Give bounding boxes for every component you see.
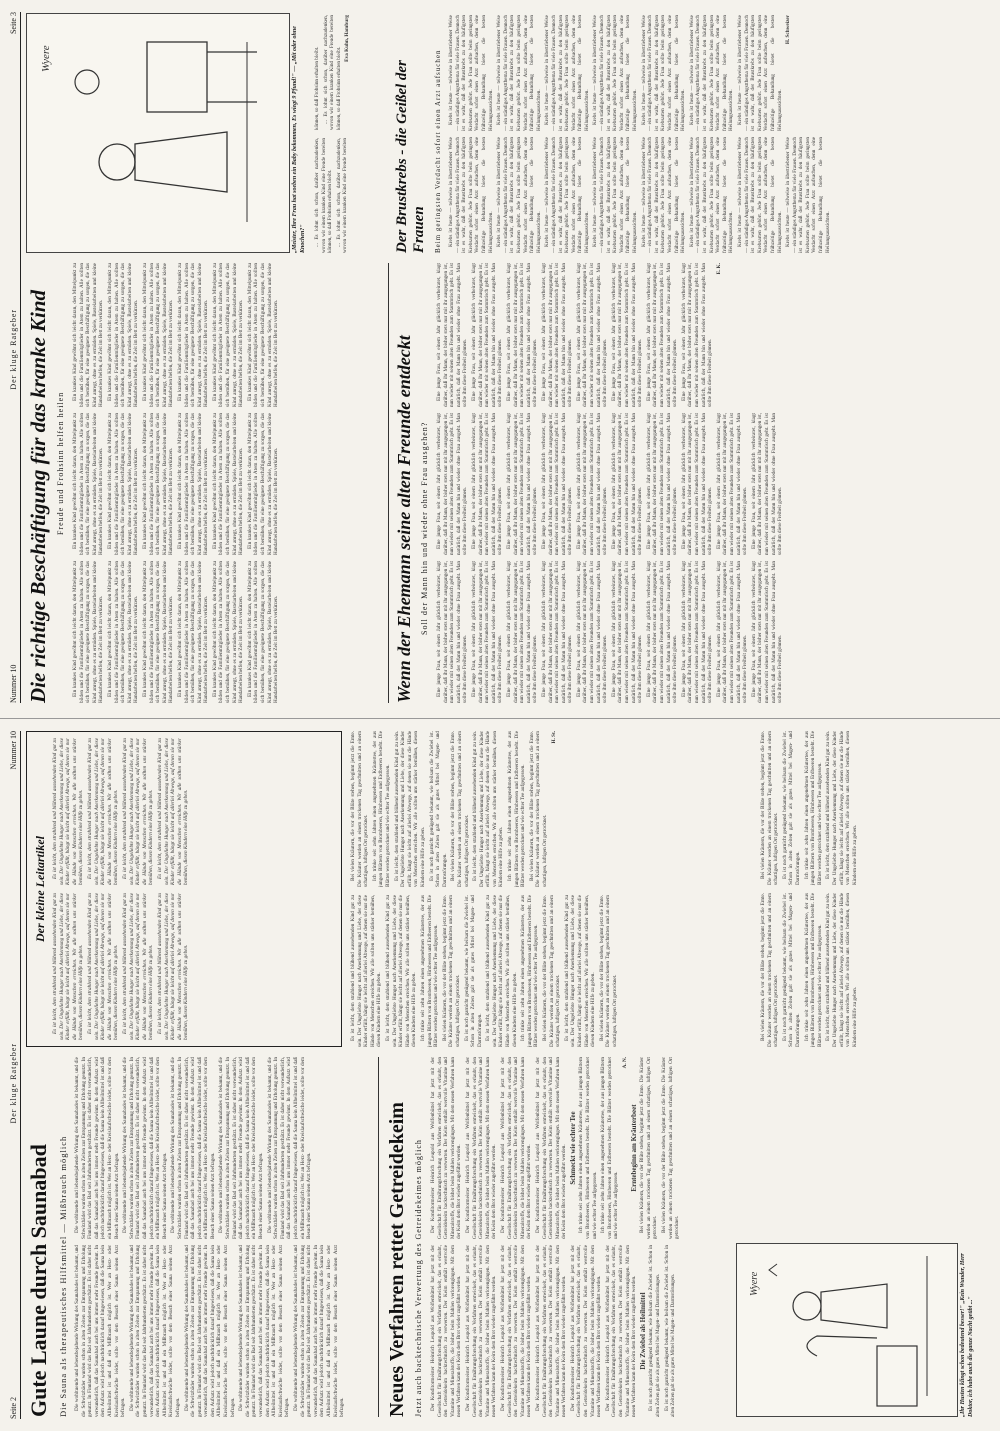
headline-brustkrebs: Der Brustkrebs - die Geißel der Frauen: [394, 60, 427, 253]
sidebar-signature: Eva Kuhn, Hamburg: [344, 15, 351, 62]
cartoon-caption-left: „Ihr Husten klingt schon bedeutend besser!" „Kein Wunder, Herr Doktor, ich habe auch die ganze Nacht geübt ...": [960, 1253, 974, 1417]
article-saunabad-col1: Die wohltuende und lebensbejahende Wirkung des Saunabades ist bekannt, und die Schwitzbäder wurden schon in alten Zeiten zur Entspannung und Erholung genutzt. In Finnland wird das Bad seit Jahrhunderten geschätzt. Es ist daher nicht verwunderlich, daß das Saunabad auch bei uns immer mehr Freunde gewinnt. In dem Aufsatz wird jedoch nachdrücklich darauf hingewiesen, daß die Sauna kein Allheilmittel ist und daß ein Mißbrauch möglich ist. Wer an Herz- oder Kreislaufschwäche leidet, sollte vor dem Besuch einer Sauna seinen Arzt befragen. Die wohltuende und lebensbejahende Wirkung des Saunabades ist bekannt, und die Schwitzbäder wurden schon in alten Zeiten zur Entspannung und Erholung genutzt. In Finnland wird das Bad seit Jahrhunderten geschätzt. Es ist daher nicht verwunderlich, daß das Saunabad auch bei uns immer mehr Freunde gewinnt. In dem Aufsatz wird jedoch nachdrücklich darauf hingewiesen, daß die Sauna kein Allheilmittel ist und daß ein Mißbrauch möglich ist. Wer an Herz- oder Kreislaufschwäche leidet, sollte vor dem Besuch einer Sauna seinen Arzt befragen. Die wohltuende und lebensbejahende Wirkung des Saunabades ist bekannt, und die Schwitzbäder wurden schon in alten Zeiten zur Entspannung und Erholung genutzt. In Finnland wird das Bad seit Jahrhunderten geschätzt. Es ist daher nicht verwunderlich, daß das Saunabad auch bei uns immer mehr Freunde gewinnt. In dem Aufsatz wird jedoch nachdrücklich darauf hingewiesen, daß die Sauna kein Allheilmittel ist und daß ein Mißbrauch möglich ist. Wer an Herz- oder Kreislaufschwäche leidet, sollte vor dem Besuch einer Sauna seinen Arzt befragen. Die wohltuende und lebensbejahende Wirkung des Saunabades ist bekannt, und die Schwitzbäder wurden schon in alten Zeiten zur Entspannung und Erholung genutzt. In Finnland wird das Bad seit Jahrhunderten geschätzt. Es ist daher nicht verwunderlich, daß das Saunabad auch bei uns immer mehr Freunde gewinnt. In dem Aufsatz wird jedoch nachdrücklich darauf hingewiesen, daß die Sauna kein Allheilmittel ist und daß ein Mißbrauch möglich ist. Wer an Herz- oder Kreislaufschwäche leidet, sollte vor dem Besuch einer Sauna seinen Arzt befragen. Die wohltuende und lebensbejahende Wirkung des Saunabades ist bekannt, und die Schwitzbäder wurden schon in alten Zeiten zur Entspannung und Erholung genutzt. In Finnland wird das Bad seit Jahrhunderten geschätzt. Es ist daher nicht verwunderlich, daß das Saunabad auch bei uns immer mehr Freunde gewinnt. In dem Aufsatz wird jedoch nachdrücklich darauf hingewiesen, daß die Sauna kein Allheilmittel ist und daß ein Mißbrauch möglich ist. Wer an Herz- oder Kreislaufschwäche leidet, sollte vor dem Besuch einer Sauna seinen Arzt befragen.: [74, 1245, 346, 1417]
svg-text:Wyere: Wyere: [40, 45, 52, 72]
divider: [388, 263, 389, 703]
short-kraeuter-signature: H. St.: [550, 731, 557, 744]
divider: [378, 1057, 379, 1417]
headline-krankes-kind: Die richtige Beschäftigung für das kranke Kind: [26, 289, 50, 703]
page-number-label: Seite 3: [8, 12, 18, 35]
subhead-ehemann: Soll der Mann hin und wieder ohne Frau ausgehen?: [420, 421, 429, 635]
masthead: Der kluge Ratgeber: [8, 308, 18, 390]
cartoon-drawing: [27, 14, 289, 252]
right-page: [0, 0, 1000, 715]
box-leitartikel-title: Der kleine Leitartikel: [33, 836, 47, 942]
page-number-label: Seite 2: [8, 1397, 18, 1419]
article-saunabad-col2: Die wohltuende und lebensbejahende Wirkung des Saunabades ist bekannt, und die Schwitzbäder wurden schon in alten Zeiten zur Entspannung und Erholung genutzt. In Finnland wird das Bad seit Jahrhunderten geschätzt. Es ist daher nicht verwunderlich, daß das Saunabad auch bei uns immer mehr Freunde gewinnt. In dem Aufsatz wird jedoch nachdrücklich darauf hingewiesen, daß die Sauna kein Allheilmittel ist und daß ein Mißbrauch möglich ist. Wer an Herz- oder Kreislaufschwäche leidet, sollte vor dem Besuch einer Sauna seinen Arzt befragen. Die wohltuende und lebensbejahende Wirkung des Saunabades ist bekannt, und die Schwitzbäder wurden schon in alten Zeiten zur Entspannung und Erholung genutzt. In Finnland wird das Bad seit Jahrhunderten geschätzt. Es ist daher nicht verwunderlich, daß das Saunabad auch bei uns immer mehr Freunde gewinnt. In dem Aufsatz wird jedoch nachdrücklich darauf hingewiesen, daß die Sauna kein Allheilmittel ist und daß ein Mißbrauch möglich ist. Wer an Herz- oder Kreislaufschwäche leidet, sollte vor dem Besuch einer Sauna seinen Arzt befragen. Die wohltuende und lebensbejahende Wirkung des Saunabades ist bekannt, und die Schwitzbäder wurden schon in alten Zeiten zur Entspannung und Erholung genutzt. In Finnland wird das Bad seit Jahrhunderten geschätzt. Es ist daher nicht verwunderlich, daß das Saunabad auch bei uns immer mehr Freunde gewinnt. In dem Aufsatz wird jedoch nachdrücklich darauf hingewiesen, daß die Sauna kein Allheilmittel ist und daß ein Mißbrauch möglich ist. Wer an Herz- oder Kreislaufschwäche leidet, sollte vor dem Besuch einer Sauna seinen Arzt befragen. Die wohltuende und lebensbejahende Wirkung des Saunabades ist bekannt, und die Schwitzbäder wurden schon in alten Zeiten zur Entspannung und Erholung genutzt. In Finnland wird das Bad seit Jahrhunderten geschätzt. Es ist daher nicht verwunderlich, daß das Saunabad auch bei uns immer mehr Freunde gewinnt. In dem Aufsatz wird jedoch nachdrücklich darauf hingewiesen, daß die Sauna kein Allheilmittel ist und daß ein Mißbrauch möglich ist. Wer an Herz- oder Kreislaufschwäche leidet, sollte vor dem Besuch einer Sauna seinen Arzt befragen. Die wohltuende und lebensbejahende Wirkung des Saunabades ist bekannt, und die Schwitzbäder wurden schon in alten Zeiten zur Entspannung und Erholung genutzt. In Finnland wird das Bad seit Jahrhunderten geschätzt. Es ist daher nicht verwunderlich, daß das Saunabad auch bei uns immer mehr Freunde gewinnt. In dem Aufsatz wird jedoch nachdrücklich darauf hingewiesen, daß die Sauna kein Allheilmittel ist und daß ein Mißbrauch möglich ist. Wer an Herz- oder Kreislaufschwäche leidet, sollte vor dem Besuch einer Sauna seinen Arzt befragen.: [74, 1057, 313, 1239]
ehemann-signature: E. K.: [715, 263, 722, 275]
short-tee-title: Schmeckt wie echter Tee: [568, 1111, 577, 1185]
cartoon-drawing: [737, 1244, 957, 1416]
left-page-folio: [6, 731, 21, 1419]
cartoon-doctor-cough: [736, 1243, 958, 1417]
article-ehemann-col1: Eine junge Frau, seit einem Jahr glücklich verheiratet, klagt darüber, daß ihr Mann, der bisher stets nur mit ihr ausgegangen ist, nun wieder mit seinen alten Freunden zum Stammtisch geht. Es ist natürlich, daß der Mann hin und wieder ohne Frau ausgeht. Man sollte ihm diese Freiheit gönnen. Eine junge Frau, seit einem Jahr glücklich verheiratet, klagt darüber, daß ihr Mann, der bisher stets nur mit ihr ausgegangen ist, nun wieder mit seinen alten Freunden zum Stammtisch geht. Es ist natürlich, daß der Mann hin und wieder ohne Frau ausgeht. Man sollte ihm diese Freiheit gönnen. Eine junge Frau, seit einem Jahr glücklich verheiratet, klagt darüber, daß ihr Mann, der bisher stets nur mit ihr ausgegangen ist, nun wieder mit seinen alten Freunden zum Stammtisch geht. Es ist natürlich, daß der Mann hin und wieder ohne Frau ausgeht. Man sollte ihm diese Freiheit gönnen. Eine junge Frau, seit einem Jahr glücklich verheiratet, klagt darüber, daß ihr Mann, der bisher stets nur mit ihr ausgegangen ist, nun wieder mit seinen alten Freunden zum Stammtisch geht. Es ist natürlich, daß der Mann hin und wieder ohne Frau ausgeht. Man sollte ihm diese Freiheit gönnen. Eine junge Frau, seit einem Jahr glücklich verheiratet, klagt darüber, daß ihr Mann, der bisher stets nur mit ihr ausgegangen ist, nun wieder mit seinen alten Freunden zum Stammtisch geht. Es ist natürlich, daß der Mann hin und wieder ohne Frau ausgeht. Man sollte ihm diese Freiheit gönnen. Eine junge Frau, seit einem Jahr glücklich verheiratet, klagt darüber, daß ihr Mann, der bisher stets nur mit ihr ausgegangen ist, nun wieder mit seinen alten Freunden zum Stammtisch geht. Es ist natürlich, daß der Mann hin und wieder ohne Frau ausgeht. Man sollte ihm diese Freiheit gönnen. Eine junge Frau, seit einem Jahr glücklich verheiratet, klagt darüber, daß ihr Mann, der bisher stets nur mit ihr ausgegangen ist, nun wieder mit seinen alten Freunden zum Stammtisch geht. Es ist natürlich, daß der Mann hin und wieder ohne Frau ausgeht. Man sollte ihm diese Freiheit gönnen. Eine junge Frau, seit einem Jahr glücklich verheiratet, klagt darüber, daß ihr Mann, der bisher stets nur mit ihr ausgegangen ist, nun wieder mit seinen alten Freunden zum Stammtisch geht. Es ist natürlich, daß der Mann hin und wieder ohne Frau ausgeht. Man sollte ihm diese Freiheit gönnen. Eine junge Frau, seit einem Jahr glücklich verheiratet, klagt darüber, daß ihr Mann, der bisher stets nur mit ihr ausgegangen ist, nun wieder mit seinen alten Freunden zum Stammtisch geht. Es ist natürlich, daß der Mann hin und wieder ohne Frau ausgeht. Man sollte ihm diese Freiheit gönnen. Eine junge Frau, seit einem Jahr glücklich verheiratet, klagt darüber, daß ihr Mann, der bisher stets nur mit ihr ausgegangen ist, nun wieder mit seinen alten Freunden zum Stammtisch geht. Es ist natürlich, daß der Mann hin und wieder ohne Frau ausgeht. Man sollte ihm diese Freiheit gönnen.: [436, 561, 784, 703]
article-right-col-b: Bei vielen Kräutern, die vor der Blüte stehen, beginnt jetzt die Ernte. Die Kräuter werden an einem trockenen Tag geschnitten und an einem schattigen, luftigen Ort getrocknet. Ich trinke seit zehn Jahren einen angenehmen Kräutertee, der aus jungen Blättern von Brombeeren, Himbeeren und Erdbeeren besteht. Die Blätter werden getrocknet und wie echter Tee aufgegossen. Es ist leicht, dem strahlend und blühend aussehenden Kind gut zu sein. Der Ungeliebte Hunger nach Anerkennung und Liebe, der diese Kinder erfüllt, hängt sie leicht auf allerlei Abwege, auf denen sie nur die Hände von Menschen erreichen. Wir alle sollten uns stärker bemühen, diesen Kindern eine Hilfe zu geben. Es ist noch garnicht genügend bekannt, wie heilsam die Zwiebel ist. Schon in alten Zeiten galt sie als gutes Mittel bei Magen- und Darmstörungen. Bei vielen Kräutern, die vor der Blüte stehen, beginnt jetzt die Ernte. Die Kräuter werden an einem trockenen Tag geschnitten und an einem schattigen, luftigen Ort getrocknet. Es ist leicht, dem strahlend und blühend aussehenden Kind gut zu sein. Der Ungeliebte Hunger nach Anerkennung und Liebe, der diese Kinder erfüllt, hängt sie leicht auf allerlei Abwege, auf denen sie nur die Hände von Menschen erreichen. Wir alle sollten uns stärker bemühen, diesen Kindern eine Hilfe zu geben. Ich trinke seit zehn Jahren einen angenehmen Kräutertee, der aus jungen Blättern von Brombeeren, Himbeeren und Erdbeeren besteht. Die Blätter werden getrocknet und wie echter Tee aufgegossen. Bei vielen Kräutern, die vor der Blüte stehen, beginnt jetzt die Ernte. Die Kräuter werden an einem trockenen Tag geschnitten und an einem schattigen, luftigen Ort getrocknet. H. St.: [350, 731, 557, 887]
left-page: [0, 718, 1000, 1431]
article-kind-col1: Ein krankes Kind gewöhnt sich leicht daran, den Mittelpunkt zu bilden und die Familienmitglieder in Atem zu halten. Alle sollten sich bemühen, für eine geeignete Beschäftigung zu sorgen, die das Kind anregt, ohne es zu ermüden. Spiele, Bastelarbeiten und kleine Handarbeiten helfen, die Zeit im Bett zu verkürzen. Ein krankes Kind gewöhnt sich leicht daran, den Mittelpunkt zu bilden und die Familienmitglieder in Atem zu halten. Alle sollten sich bemühen, für eine geeignete Beschäftigung zu sorgen, die das Kind anregt, ohne es zu ermüden. Spiele, Bastelarbeiten und kleine Handarbeiten helfen, die Zeit im Bett zu verkürzen. Ein krankes Kind gewöhnt sich leicht daran, den Mittelpunkt zu bilden und die Familienmitglieder in Atem zu halten. Alle sollten sich bemühen, für eine geeignete Beschäftigung zu sorgen, die das Kind anregt, ohne es zu ermüden. Spiele, Bastelarbeiten und kleine Handarbeiten helfen, die Zeit im Bett zu verkürzen. Ein krankes Kind gewöhnt sich leicht daran, den Mittelpunkt zu bilden und die Familienmitglieder in Atem zu halten. Alle sollten sich bemühen, für eine geeignete Beschäftigung zu sorgen, die das Kind anregt, ohne es zu ermüden. Spiele, Bastelarbeiten und kleine Handarbeiten helfen, die Zeit im Bett zu verkürzen. Ein krankes Kind gewöhnt sich leicht daran, den Mittelpunkt zu bilden und die Familienmitglieder in Atem zu halten. Alle sollten sich bemühen, für eine geeignete Beschäftigung zu sorgen, die das Kind anregt, ohne es zu ermüden. Spiele, Bastelarbeiten und kleine Handarbeiten helfen, die Zeit im Bett zu verkürzen. Ein krankes Kind gewöhnt sich leicht daran, den Mittelpunkt zu bilden und die Familienmitglieder in Atem zu halten. Alle sollten sich bemühen, für eine geeignete Beschäftigung zu sorgen, die das Kind anregt, ohne es zu ermüden. Spiele, Bastelarbeiten und kleine Handarbeiten helfen, die Zeit im Bett zu verkürzen.: [72, 561, 280, 703]
article-ehemann-col3: Eine junge Frau, seit einem Jahr glücklich verheiratet, klagt darüber, daß ihr Mann, der bisher stets nur mit ihr ausgegangen ist, nun wieder mit seinen alten Freunden zum Stammtisch geht. Es ist natürlich, daß der Mann hin und wieder ohne Frau ausgeht. Man sollte ihm diese Freiheit gönnen. Eine junge Frau, seit einem Jahr glücklich verheiratet, klagt darüber, daß ihr Mann, der bisher stets nur mit ihr ausgegangen ist, nun wieder mit seinen alten Freunden zum Stammtisch geht. Es ist natürlich, daß der Mann hin und wieder ohne Frau ausgeht. Man sollte ihm diese Freiheit gönnen. Eine junge Frau, seit einem Jahr glücklich verheiratet, klagt darüber, daß ihr Mann, der bisher stets nur mit ihr ausgegangen ist, nun wieder mit seinen alten Freunden zum Stammtisch geht. Es ist natürlich, daß der Mann hin und wieder ohne Frau ausgeht. Man sollte ihm diese Freiheit gönnen. Eine junge Frau, seit einem Jahr glücklich verheiratet, klagt darüber, daß ihr Mann, der bisher stets nur mit ihr ausgegangen ist, nun wieder mit seinen alten Freunden zum Stammtisch geht. Es ist natürlich, daß der Mann hin und wieder ohne Frau ausgeht. Man sollte ihm diese Freiheit gönnen. Eine junge Frau, seit einem Jahr glücklich verheiratet, klagt darüber, daß ihr Mann, der bisher stets nur mit ihr ausgegangen ist, nun wieder mit seinen alten Freunden zum Stammtisch geht. Es ist natürlich, daß der Mann hin und wieder ohne Frau ausgeht. Man sollte ihm diese Freiheit gönnen. Eine junge Frau, seit einem Jahr glücklich verheiratet, klagt darüber, daß ihr Mann, der bisher stets nur mit ihr ausgegangen ist, nun wieder mit seinen alten Freunden zum Stammtisch geht. Es ist natürlich, daß der Mann hin und wieder ohne Frau ausgeht. Man sollte ihm diese Freiheit gönnen. Eine junge Frau, seit einem Jahr glücklich verheiratet, klagt darüber, daß ihr Mann, der bisher stets nur mit ihr ausgegangen ist, nun wieder mit seinen alten Freunden zum Stammtisch geht. Es ist natürlich, daß der Mann hin und wieder ohne Frau ausgeht. Man sollte ihm diese Freiheit gönnen. Eine junge Frau, seit einem Jahr glücklich verheiratet, klagt darüber, daß ihr Mann, der bisher stets nur mit ihr ausgegangen ist, nun wieder mit seinen alten Freunden zum Stammtisch geht. Es ist natürlich, daß der Mann hin und wieder ohne Frau ausgeht. Man sollte ihm diese Freiheit gönnen. E. K.: [436, 263, 722, 407]
article-brustkrebs-col1: Krebs ist heute — teilweise in übertriebener Weise — ein ständiges Angstthema für viele Frauen. Dennoch ist es wahr, daß der Brustkrebs zu den häufigsten Krebsarten gehört. Jede Frau sollte beim geringsten Verdacht sofort einen Arzt aufsuchen, denn eine frühzeitige Behandlung bietet die besten Heilungsaussichten. Krebs ist heute — teilweise in übertriebener Weise — ein ständiges Angstthema für viele Frauen. Dennoch ist es wahr, daß der Brustkrebs zu den häufigsten Krebsarten gehört. Jede Frau sollte beim geringsten Verdacht sofort einen Arzt aufsuchen, denn eine frühzeitige Behandlung bietet die besten Heilungsaussichten. Krebs ist heute — teilweise in übertriebener Weise — ein ständiges Angstthema für viele Frauen. Dennoch ist es wahr, daß der Brustkrebs zu den häufigsten Krebsarten gehört. Jede Frau sollte beim geringsten Verdacht sofort einen Arzt aufsuchen, denn eine frühzeitige Behandlung bietet die besten Heilungsaussichten. Krebs ist heute — teilweise in übertriebener Weise — ein ständiges Angstthema für viele Frauen. Dennoch ist es wahr, daß der Brustkrebs zu den häufigsten Krebsarten gehört. Jede Frau sollte beim geringsten Verdacht sofort einen Arzt aufsuchen, denn eine frühzeitige Behandlung bietet die besten Heilungsaussichten. Krebs ist heute — teilweise in übertriebener Weise — ein ständiges Angstthema für viele Frauen. Dennoch ist es wahr, daß der Brustkrebs zu den häufigsten Krebsarten gehört. Jede Frau sollte beim geringsten Verdacht sofort einen Arzt aufsuchen, denn eine frühzeitige Behandlung bietet die besten Heilungsaussichten. Krebs ist heute — teilweise in übertriebener Weise — ein ständiges Angstthema für viele Frauen. Dennoch ist es wahr, daß der Brustkrebs zu den häufigsten Krebsarten gehört. Jede Frau sollte beim geringsten Verdacht sofort einen Arzt aufsuchen, denn eine frühzeitige Behandlung bietet die besten Heilungsaussichten. Krebs ist heute — teilweise in übertriebener Weise — ein ständiges Angstthema für viele Frauen. Dennoch ist es wahr, daß der Brustkrebs zu den häufigsten Krebsarten gehört. Jede Frau sollte beim geringsten Verdacht sofort einen Arzt aufsuchen, denn eine frühzeitige Behandlung bietet die besten Heilungsaussichten. Krebs ist heute — teilweise in übertriebener Weise — ein ständiges Angstthema für viele Frauen. Dennoch ist es wahr, daß der Brustkrebs zu den häufigsten Krebsarten gehört. Jede Frau sollte beim geringsten Verdacht sofort einen Arzt aufsuchen, denn eine frühzeitige Behandlung bietet die besten Heilungsaussichten.: [448, 137, 831, 253]
masthead: Der kluge Ratgeber: [8, 1042, 18, 1124]
article-getreidekeim-col1: Der Konditormeister Heinrich Leupold aus Wolfenbüttel hat jetzt mit der Gesellschaft für Ernährungsforschung ein Verfahren entwickelt, das es erlaubt, den Getreidekeim backtechnisch zu verwerten. Der Keim enthält wertvolle Vitamine und Mineralstoffe, die bisher beim Mahlen verlorengingen. Mit dem neuen Verfahren kann der Keim dem Brot wieder zugeführt werden. Der Konditormeister Heinrich Leupold aus Wolfenbüttel hat jetzt mit der Gesellschaft für Ernährungsforschung ein Verfahren entwickelt, das es erlaubt, den Getreidekeim backtechnisch zu verwerten. Der Keim enthält wertvolle Vitamine und Mineralstoffe, die bisher beim Mahlen verlorengingen. Mit dem neuen Verfahren kann der Keim dem Brot wieder zugeführt werden. Der Konditormeister Heinrich Leupold aus Wolfenbüttel hat jetzt mit der Gesellschaft für Ernährungsforschung ein Verfahren entwickelt, das es erlaubt, den Getreidekeim backtechnisch zu verwerten. Der Keim enthält wertvolle Vitamine und Mineralstoffe, die bisher beim Mahlen verlorengingen. Mit dem neuen Verfahren kann der Keim dem Brot wieder zugeführt werden. Der Konditormeister Heinrich Leupold aus Wolfenbüttel hat jetzt mit der Gesellschaft für Ernährungsforschung ein Verfahren entwickelt, das es erlaubt, den Getreidekeim backtechnisch zu verwerten. Der Keim enthält wertvolle Vitamine und Mineralstoffe, die bisher beim Mahlen verlorengingen. Mit dem neuen Verfahren kann der Keim dem Brot wieder zugeführt werden. Der Konditormeister Heinrich Leupold aus Wolfenbüttel hat jetzt mit der Gesellschaft für Ernährungsforschung ein Verfahren entwickelt, das es erlaubt, den Getreidekeim backtechnisch zu verwerten. Der Keim enthält wertvolle Vitamine und Mineralstoffe, die bisher beim Mahlen verlorengingen. Mit dem neuen Verfahren kann der Keim dem Brot wieder zugeführt werden. Der Konditormeister Heinrich Leupold aus Wolfenbüttel hat jetzt mit der Gesellschaft für Ernährungsforschung ein Verfahren entwickelt, das es erlaubt, den Getreidekeim backtechnisch zu verwerten. Der Keim enthält wertvolle Vitamine und Mineralstoffe, die bisher beim Mahlen verlorengingen. Mit dem neuen Verfahren kann der Keim dem Brot wieder zugeführt werden. Die Zwiebel als Heilmittel Es ist noch garnicht genügend bekannt, wie heilsam die Zwiebel ist. Schon in alten Zeiten galt sie als gutes Mittel bei Magen- und Darmstörungen. Es ist noch garnicht genügend bekannt, wie heilsam die Zwiebel ist. Schon in alten Zeiten galt sie als gutes Mittel bei Magen- und Darmstörungen.: [430, 1245, 677, 1417]
article-kind-col2: Ein krankes Kind gewöhnt sich leicht daran, den Mittelpunkt zu bilden und die Familienmitglieder in Atem zu halten. Alle sollten sich bemühen, für eine geeignete Beschäftigung zu sorgen, die das Kind anregt, ohne es zu ermüden. Spiele, Bastelarbeiten und kleine Handarbeiten helfen, die Zeit im Bett zu verkürzen. Ein krankes Kind gewöhnt sich leicht daran, den Mittelpunkt zu bilden und die Familienmitglieder in Atem zu halten. Alle sollten sich bemühen, für eine geeignete Beschäftigung zu sorgen, die das Kind anregt, ohne es zu ermüden. Spiele, Bastelarbeiten und kleine Handarbeiten helfen, die Zeit im Bett zu verkürzen. Ein krankes Kind gewöhnt sich leicht daran, den Mittelpunkt zu bilden und die Familienmitglieder in Atem zu halten. Alle sollten sich bemühen, für eine geeignete Beschäftigung zu sorgen, die das Kind anregt, ohne es zu ermüden. Spiele, Bastelarbeiten und kleine Handarbeiten helfen, die Zeit im Bett zu verkürzen. Ein krankes Kind gewöhnt sich leicht daran, den Mittelpunkt zu bilden und die Familienmitglieder in Atem zu halten. Alle sollten sich bemühen, für eine geeignete Beschäftigung zu sorgen, die das Kind anregt, ohne es zu ermüden. Spiele, Bastelarbeiten und kleine Handarbeiten helfen, die Zeit im Bett zu verkürzen. Ein krankes Kind gewöhnt sich leicht daran, den Mittelpunkt zu bilden und die Familienmitglieder in Atem zu halten. Alle sollten sich bemühen, für eine geeignete Beschäftigung zu sorgen, die das Kind anregt, ohne es zu ermüden. Spiele, Bastelarbeiten und kleine Handarbeiten helfen, die Zeit im Bett zu verkürzen. Ein krankes Kind gewöhnt sich leicht daran, den Mittelpunkt zu bilden und die Familienmitglieder in Atem zu halten. Alle sollten sich bemühen, für eine geeignete Beschäftigung zu sorgen, die das Kind anregt, ohne es zu ermüden. Spiele, Bastelarbeiten und kleine Handarbeiten helfen, die Zeit im Bett zu verkürzen.: [72, 413, 280, 555]
article-right-col-a: Es ist leicht, dem strahlend und blühend aussehenden Kind gut zu sein. Der Ungeliebte Hunger nach Anerkennung und Liebe, der diese Kinder erfüllt, hängt sie leicht auf allerlei Abwege, auf denen sie nur die Hände von Menschen erreichen. Wir alle sollten uns stärker bemühen, diesen Kindern eine Hilfe zu geben. Es ist leicht, dem strahlend und blühend aussehenden Kind gut zu sein. Der Ungeliebte Hunger nach Anerkennung und Liebe, der diese Kinder erfüllt, hängt sie leicht auf allerlei Abwege, auf denen sie nur die Hände von Menschen erreichen. Wir alle sollten uns stärker bemühen, diesen Kindern eine Hilfe zu geben. Ich trinke seit zehn Jahren einen angenehmen Kräutertee, der aus jungen Blättern von Brombeeren, Himbeeren und Erdbeeren besteht. Die Blätter werden getrocknet und wie echter Tee aufgegossen. Bei vielen Kräutern, die vor der Blüte stehen, beginnt jetzt die Ernte. Die Kräuter werden an einem trockenen Tag geschnitten und an einem schattigen, luftigen Ort getrocknet. Es ist noch garnicht genügend bekannt, wie heilsam die Zwiebel ist. Schon in alten Zeiten galt sie als gutes Mittel bei Magen- und Darmstörungen. Es ist leicht, dem strahlend und blühend aussehenden Kind gut zu sein. Der Ungeliebte Hunger nach Anerkennung und Liebe, der diese Kinder erfüllt, hängt sie leicht auf allerlei Abwege, auf denen sie nur die Hände von Menschen erreichen. Wir alle sollten uns stärker bemühen, diesen Kindern eine Hilfe zu geben. Ich trinke seit zehn Jahren einen angenehmen Kräutertee, der aus jungen Blättern von Brombeeren, Himbeeren und Erdbeeren besteht. Die Blätter werden getrocknet und wie echter Tee aufgegossen. Bei vielen Kräutern, die vor der Blüte stehen, beginnt jetzt die Ernte. Die Kräuter werden an einem trockenen Tag geschnitten und an einem schattigen, luftigen Ort getrocknet. Es ist leicht, dem strahlend und blühend aussehenden Kind gut zu sein. Der Ungeliebte Hunger nach Anerkennung und Liebe, der diese Kinder erfüllt, hängt sie leicht auf allerlei Abwege, auf denen sie nur die Hände von Menschen erreichen. Wir alle sollten uns stärker bemühen, diesen Kindern eine Hilfe zu geben. Bei vielen Kräutern, die vor der Blüte stehen, beginnt jetzt die Ernte. Die Kräuter werden an einem trockenen Tag geschnitten und an einem schattigen, luftigen Ort getrocknet.: [350, 895, 618, 1047]
article-getreidekeim-col2: Der Konditormeister Heinrich Leupold aus Wolfenbüttel hat jetzt mit der Gesellschaft für Ernährungsforschung ein Verfahren entwickelt, das es erlaubt, den Getreidekeim backtechnisch zu verwerten. Der Keim enthält wertvolle Vitamine und Mineralstoffe, die bisher beim Mahlen verlorengingen. Mit dem neuen Verfahren kann der Keim dem Brot wieder zugeführt werden. Der Konditormeister Heinrich Leupold aus Wolfenbüttel hat jetzt mit der Gesellschaft für Ernährungsforschung ein Verfahren entwickelt, das es erlaubt, den Getreidekeim backtechnisch zu verwerten. Der Keim enthält wertvolle Vitamine und Mineralstoffe, die bisher beim Mahlen verlorengingen. Mit dem neuen Verfahren kann der Keim dem Brot wieder zugeführt werden. Der Konditormeister Heinrich Leupold aus Wolfenbüttel hat jetzt mit der Gesellschaft für Ernährungsforschung ein Verfahren entwickelt, das es erlaubt, den Getreidekeim backtechnisch zu verwerten. Der Keim enthält wertvolle Vitamine und Mineralstoffe, die bisher beim Mahlen verlorengingen. Mit dem neuen Verfahren kann der Keim dem Brot wieder zugeführt werden. Der Konditormeister Heinrich Leupold aus Wolfenbüttel hat jetzt mit der Gesellschaft für Ernährungsforschung ein Verfahren entwickelt, das es erlaubt, den Getreidekeim backtechnisch zu verwerten. Der Keim enthält wertvolle Vitamine und Mineralstoffe, die bisher beim Mahlen verlorengingen. Mit dem neuen Verfahren kann der Keim dem Brot wieder zugeführt werden. Schmeckt wie echter Tee Ich trinke seit zehn Jahren einen angenehmen Kräutertee, der aus jungen Blättern von Brombeeren, Himbeeren und Erdbeeren besteht. Die Blätter werden getrocknet und wie echter Tee aufgegossen. Ich trinke seit zehn Jahren einen angenehmen Kräutertee, der aus jungen Blättern von Brombeeren, Himbeeren und Erdbeeren besteht. Die Blätter werden getrocknet und wie echter Tee aufgegossen. A. N. Erntebeginn am Kräuterbeet Bei vielen Kräutern, die vor der Blüte stehen, beginnt jetzt die Ernte. Die Kräuter werden an einem trockenen Tag geschnitten und an einem schattigen, luftigen Ort getrocknet. Bei vielen Kräutern, die vor der Blüte stehen, beginnt jetzt die Ernte. Die Kräuter werden an einem trockenen Tag geschnitten und an einem schattigen, luftigen Ort getrocknet.: [430, 1057, 681, 1239]
cartoon-caption-right: „Meister, Ihre Frau hat soeben ein Baby bekommen, Es wiegt 9 Pfund!" — „Mit oder ohne Knochen?": [292, 26, 306, 253]
subhead-getreidekeim: Jetzt auch backtechnische Verwertung des Getreidekeimes möglich: [414, 1139, 423, 1417]
headline-saunabad: Gute Laune durch Saunabad: [26, 1144, 51, 1417]
sidebar-kind-text: ... Es lohnt sich schon, darüber nachzudenken, wovon wir einem kranken Kind eine Freude bereiten können, so daß Frohsinn erhalten bleibt. ... Es lohnt sich schon, darüber nachzudenken, wovon wir einem kranken Kind eine Freude bereiten können, so daß Frohsinn erhalten bleibt. ... Es lohnt sich schon, darüber nachzudenken, wovon wir einem kranken Kind eine Freude bereiten können, so daß Frohsinn erhalten bleibt. Eva Kuhn, Hamburg: [314, 15, 351, 253]
short-tee-signature: A. N.: [622, 1057, 629, 1069]
subhead-saunabad: Die Sauna als therapeutisches Hilfsmittel — Mißbrauch möglich: [58, 1135, 68, 1417]
short-zwiebel-title: Die Zwiebel als Heilmittel: [638, 1292, 647, 1370]
cartoon-baby-9-pfund: [26, 13, 290, 253]
article-bottom-cols: Bei vielen Kräutern, die vor der Blüte stehen, beginnt jetzt die Ernte. Die Kräuter werden an einem trockenen Tag geschnitten und an einem schattigen, luftigen Ort getrocknet. Es ist noch garnicht genügend bekannt, wie heilsam die Zwiebel ist. Schon in alten Zeiten galt sie als gutes Mittel bei Magen- und Darmstörungen. Ich trinke seit zehn Jahren einen angenehmen Kräutertee, der aus jungen Blättern von Brombeeren, Himbeeren und Erdbeeren besteht. Die Blätter werden getrocknet und wie echter Tee aufgegossen. Es ist leicht, dem strahlend und blühend aussehenden Kind gut zu sein. Der Ungeliebte Hunger nach Anerkennung und Liebe, der diese Kinder erfüllt, hängt sie leicht auf allerlei Abwege, auf denen sie nur die Hände von Menschen erreichen. Wir alle sollten uns stärker bemühen, diesen Kindern eine Hilfe zu geben. Bei vielen Kräutern, die vor der Blüte stehen, beginnt jetzt die Ernte. Die Kräuter werden an einem trockenen Tag geschnitten und an einem schattigen, luftigen Ort getrocknet. Es ist noch garnicht genügend bekannt, wie heilsam die Zwiebel ist. Schon in alten Zeiten galt sie als gutes Mittel bei Magen- und Darmstörungen. Ich trinke seit zehn Jahren einen angenehmen Kräutertee, der aus jungen Blättern von Brombeeren, Himbeeren und Erdbeeren besteht. Die Blätter werden getrocknet und wie echter Tee aufgegossen. Es ist leicht, dem strahlend und blühend aussehenden Kind gut zu sein. Der Ungeliebte Hunger nach Anerkennung und Liebe, der diese Kinder erfüllt, hängt sie leicht auf allerlei Abwege, auf denen sie nur die Hände von Menschen erreichen. Wir alle sollten uns stärker bemühen, diesen Kindern eine Hilfe zu geben.: [760, 731, 858, 1047]
article-brustkrebs-col2: Krebs ist heute — teilweise in übertriebener Weise — ein ständiges Angstthema für viele Frauen. Dennoch ist es wahr, daß der Brustkrebs zu den häufigsten Krebsarten gehört. Jede Frau sollte beim geringsten Verdacht sofort einen Arzt aufsuchen, denn eine frühzeitige Behandlung bietet die besten Heilungsaussichten. Krebs ist heute — teilweise in übertriebener Weise — ein ständiges Angstthema für viele Frauen. Dennoch ist es wahr, daß der Brustkrebs zu den häufigsten Krebsarten gehört. Jede Frau sollte beim geringsten Verdacht sofort einen Arzt aufsuchen, denn eine frühzeitige Behandlung bietet die besten Heilungsaussichten. Krebs ist heute — teilweise in übertriebener Weise — ein ständiges Angstthema für viele Frauen. Dennoch ist es wahr, daß der Brustkrebs zu den häufigsten Krebsarten gehört. Jede Frau sollte beim geringsten Verdacht sofort einen Arzt aufsuchen, denn eine frühzeitige Behandlung bietet die besten Heilungsaussichten. Krebs ist heute — teilweise in übertriebener Weise — ein ständiges Angstthema für viele Frauen. Dennoch ist es wahr, daß der Brustkrebs zu den häufigsten Krebsarten gehört. Jede Frau sollte beim geringsten Verdacht sofort einen Arzt aufsuchen, denn eine frühzeitige Behandlung bietet die besten Heilungsaussichten. Krebs ist heute — teilweise in übertriebener Weise — ein ständiges Angstthema für viele Frauen. Dennoch ist es wahr, daß der Brustkrebs zu den häufigsten Krebsarten gehört. Jede Frau sollte beim geringsten Verdacht sofort einen Arzt aufsuchen, denn eine frühzeitige Behandlung bietet die besten Heilungsaussichten. Krebs ist heute — teilweise in übertriebener Weise — ein ständiges Angstthema für viele Frauen. Dennoch ist es wahr, daß der Brustkrebs zu den häufigsten Krebsarten gehört. Jede Frau sollte beim geringsten Verdacht sofort einen Arzt aufsuchen, denn eine frühzeitige Behandlung bietet die besten Heilungsaussichten. Krebs ist heute — teilweise in übertriebener Weise — ein ständiges Angstthema für viele Frauen. Dennoch ist es wahr, daß der Brustkrebs zu den häufigsten Krebsarten gehört. Jede Frau sollte beim geringsten Verdacht sofort einen Arzt aufsuchen, denn eine frühzeitige Behandlung bietet die besten Heilungsaussichten. H. Schweizer: [448, 15, 792, 131]
brustkrebs-signature: H. Schweizer: [785, 15, 792, 45]
right-page-folio: [6, 12, 21, 703]
box-leitartikel: [26, 731, 342, 1047]
box-leitartikel-body: Es ist leicht, dem strahlend und blühend aussehenden Kind gut zu sein. Der Ungeliebte Hunger nach Anerkennung und Liebe, der diese Kinder erfüllt, hängt sie leicht auf allerlei Abwege, auf denen sie nur die Hände von Menschen erreichen. Wir alle sollten uns stärker bemühen, diesen Kindern eine Hilfe zu geben. Es ist leicht, dem strahlend und blühend aussehenden Kind gut zu sein. Der Ungeliebte Hunger nach Anerkennung und Liebe, der diese Kinder erfüllt, hängt sie leicht auf allerlei Abwege, auf denen sie nur die Hände von Menschen erreichen. Wir alle sollten uns stärker bemühen, diesen Kindern eine Hilfe zu geben. Es ist leicht, dem strahlend und blühend aussehenden Kind gut zu sein. Der Ungeliebte Hunger nach Anerkennung und Liebe, der diese Kinder erfüllt, hängt sie leicht auf allerlei Abwege, auf denen sie nur die Hände von Menschen erreichen. Wir alle sollten uns stärker bemühen, diesen Kindern eine Hilfe zu geben. Es ist leicht, dem strahlend und blühend aussehenden Kind gut zu sein. Der Ungeliebte Hunger nach Anerkennung und Liebe, der diese Kinder erfüllt, hängt sie leicht auf allerlei Abwege, auf denen sie nur die Hände von Menschen erreichen. Wir alle sollten uns stärker bemühen, diesen Kindern eine Hilfe zu geben. Es ist leicht, dem strahlend und blühend aussehenden Kind gut zu sein. Der Ungeliebte Hunger nach Anerkennung und Liebe, der diese Kinder erfüllt, hängt sie leicht auf allerlei Abwege, auf denen sie nur die Hände von Menschen erreichen. Wir alle sollten uns stärker bemühen, diesen Kindern eine Hilfe zu geben. Es ist leicht, dem strahlend und blühend aussehenden Kind gut zu sein. Der Ungeliebte Hunger nach Anerkennung und Liebe, der diese Kinder erfüllt, hängt sie leicht auf allerlei Abwege, auf denen sie nur die Hände von Menschen erreichen. Wir alle sollten uns stärker bemühen, diesen Kindern eine Hilfe zu geben. Es ist leicht, dem strahlend und blühend aussehenden Kind gut zu sein. Der Ungeliebte Hunger nach Anerkennung und Liebe, der diese Kinder erfüllt, hängt sie leicht auf allerlei Abwege, auf denen sie nur die Hände von Menschen erreichen. Wir alle sollten uns stärker bemühen, diesen Kindern eine Hilfe zu geben. Es ist leicht, dem strahlend und blühend aussehenden Kind gut zu sein. Der Ungeliebte Hunger nach Anerkennung und Liebe, der diese Kinder erfüllt, hängt sie leicht auf allerlei Abwege, auf denen sie nur die Hände von Menschen erreichen. Wir alle sollten uns stärker bemühen, diesen Kindern eine Hilfe zu geben.: [52, 738, 190, 1040]
subhead-brustkrebs: Beim geringsten Verdacht sofort einen Arzt aufsuchen: [434, 49, 442, 253]
issue-number: Nummer 10: [8, 664, 18, 703]
issue-number: Nummer 10: [8, 731, 18, 770]
headline-getreidekeim: Neues Verfahren rettet Getreidekeim: [386, 1102, 408, 1417]
article-ehemann-col2: Eine junge Frau, seit einem Jahr glücklich verheiratet, klagt darüber, daß ihr Mann, der bisher stets nur mit ihr ausgegangen ist, nun wieder mit seinen alten Freunden zum Stammtisch geht. Es ist natürlich, daß der Mann hin und wieder ohne Frau ausgeht. Man sollte ihm diese Freiheit gönnen. Eine junge Frau, seit einem Jahr glücklich verheiratet, klagt darüber, daß ihr Mann, der bisher stets nur mit ihr ausgegangen ist, nun wieder mit seinen alten Freunden zum Stammtisch geht. Es ist natürlich, daß der Mann hin und wieder ohne Frau ausgeht. Man sollte ihm diese Freiheit gönnen. Eine junge Frau, seit einem Jahr glücklich verheiratet, klagt darüber, daß ihr Mann, der bisher stets nur mit ihr ausgegangen ist, nun wieder mit seinen alten Freunden zum Stammtisch geht. Es ist natürlich, daß der Mann hin und wieder ohne Frau ausgeht. Man sollte ihm diese Freiheit gönnen. Eine junge Frau, seit einem Jahr glücklich verheiratet, klagt darüber, daß ihr Mann, der bisher stets nur mit ihr ausgegangen ist, nun wieder mit seinen alten Freunden zum Stammtisch geht. Es ist natürlich, daß der Mann hin und wieder ohne Frau ausgeht. Man sollte ihm diese Freiheit gönnen. Eine junge Frau, seit einem Jahr glücklich verheiratet, klagt darüber, daß ihr Mann, der bisher stets nur mit ihr ausgegangen ist, nun wieder mit seinen alten Freunden zum Stammtisch geht. Es ist natürlich, daß der Mann hin und wieder ohne Frau ausgeht. Man sollte ihm diese Freiheit gönnen. Eine junge Frau, seit einem Jahr glücklich verheiratet, klagt darüber, daß ihr Mann, der bisher stets nur mit ihr ausgegangen ist, nun wieder mit seinen alten Freunden zum Stammtisch geht. Es ist natürlich, daß der Mann hin und wieder ohne Frau ausgeht. Man sollte ihm diese Freiheit gönnen. Eine junge Frau, seit einem Jahr glücklich verheiratet, klagt darüber, daß ihr Mann, der bisher stets nur mit ihr ausgegangen ist, nun wieder mit seinen alten Freunden zum Stammtisch geht. Es ist natürlich, daß der Mann hin und wieder ohne Frau ausgeht. Man sollte ihm diese Freiheit gönnen. Eine junge Frau, seit einem Jahr glücklich verheiratet, klagt darüber, daß ihr Mann, der bisher stets nur mit ihr ausgegangen ist, nun wieder mit seinen alten Freunden zum Stammtisch geht. Es ist natürlich, daß der Mann hin und wieder ohne Frau ausgeht. Man sollte ihm diese Freiheit gönnen. Eine junge Frau, seit einem Jahr glücklich verheiratet, klagt darüber, daß ihr Mann, der bisher stets nur mit ihr ausgegangen ist, nun wieder mit seinen alten Freunden zum Stammtisch geht. Es ist natürlich, daß der Mann hin und wieder ohne Frau ausgeht. Man sollte ihm diese Freiheit gönnen. Eine junge Frau, seit einem Jahr glücklich verheiratet, klagt darüber, daß ihr Mann, der bisher stets nur mit ihr ausgegangen ist, nun wieder mit seinen alten Freunden zum Stammtisch geht. Es ist natürlich, daß der Mann hin und wieder ohne Frau ausgeht. Man sollte ihm diese Freiheit gönnen.: [436, 413, 784, 555]
short-kraeuter-title: Erntebeginn am Kräuterbeet: [629, 1104, 638, 1192]
svg-text:Wyere: Wyere: [749, 1271, 760, 1296]
headline-ehemann: Wenn der Ehemann seine alten Freunde entdeckt: [394, 335, 414, 703]
subhead-krankes-kind: Freude und Frohsinn helfen heilen: [56, 391, 65, 535]
article-kind-col3: Ein krankes Kind gewöhnt sich leicht daran, den Mittelpunkt zu bilden und die Familienmitglieder in Atem zu halten. Alle sollten sich bemühen, für eine geeignete Beschäftigung zu sorgen, die das Kind anregt, ohne es zu ermüden. Spiele, Bastelarbeiten und kleine Handarbeiten helfen, die Zeit im Bett zu verkürzen. Ein krankes Kind gewöhnt sich leicht daran, den Mittelpunkt zu bilden und die Familienmitglieder in Atem zu halten. Alle sollten sich bemühen, für eine geeignete Beschäftigung zu sorgen, die das Kind anregt, ohne es zu ermüden. Spiele, Bastelarbeiten und kleine Handarbeiten helfen, die Zeit im Bett zu verkürzen. Ein krankes Kind gewöhnt sich leicht daran, den Mittelpunkt zu bilden und die Familienmitglieder in Atem zu halten. Alle sollten sich bemühen, für eine geeignete Beschäftigung zu sorgen, die das Kind anregt, ohne es zu ermüden. Spiele, Bastelarbeiten und kleine Handarbeiten helfen, die Zeit im Bett zu verkürzen. Ein krankes Kind gewöhnt sich leicht daran, den Mittelpunkt zu bilden und die Familienmitglieder in Atem zu halten. Alle sollten sich bemühen, für eine geeignete Beschäftigung zu sorgen, die das Kind anregt, ohne es zu ermüden. Spiele, Bastelarbeiten und kleine Handarbeiten helfen, die Zeit im Bett zu verkürzen. Ein krankes Kind gewöhnt sich leicht daran, den Mittelpunkt zu bilden und die Familienmitglieder in Atem zu halten. Alle sollten sich bemühen, für eine geeignete Beschäftigung zu sorgen, die das Kind anregt, ohne es zu ermüden. Spiele, Bastelarbeiten und kleine Handarbeiten helfen, die Zeit im Bett zu verkürzen. Ein krankes Kind gewöhnt sich leicht daran, den Mittelpunkt zu bilden und die Familienmitglieder in Atem zu halten. Alle sollten sich bemühen, für eine geeignete Beschäftigung zu sorgen, die das Kind anregt, ohne es zu ermüden. Spiele, Bastelarbeiten und kleine Handarbeiten helfen, die Zeit im Bett zu verkürzen.: [72, 263, 280, 407]
